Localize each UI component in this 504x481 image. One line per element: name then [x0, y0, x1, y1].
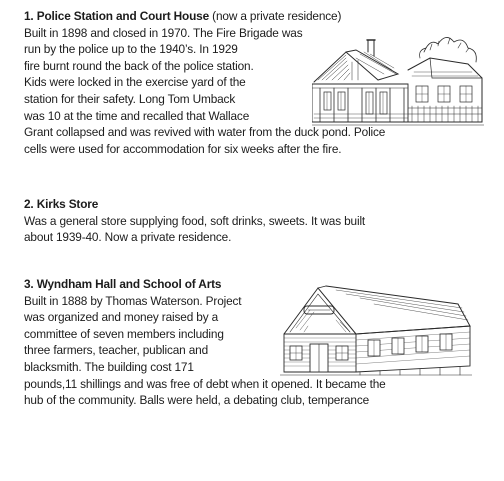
section-heading-note: (now a private residence): [209, 9, 342, 23]
paragraph-line: three farmers, teacher, publican and: [24, 343, 209, 358]
paragraph-line: about 1939-40. Now a private residence.: [24, 230, 232, 245]
section-heading: 3. Wyndham Hall and School of Arts: [24, 277, 222, 291]
paragraph-line: Built in 1898 and closed in 1970. The Fire Brigade was: [24, 25, 303, 40]
paragraph-line: was 10 at the time and recalled that Wallace: [24, 108, 250, 123]
paragraph-line: blacksmith. The building cost 171: [24, 359, 194, 374]
paragraph-line: hub of the community. Balls were held, a debating club, temperance: [24, 393, 370, 408]
paragraph-line: pounds,11 shillings and was free of debt when it opened. It became the: [24, 376, 386, 391]
section-heading: 1. Police Station and Court House: [24, 9, 210, 23]
wyndham-hall-sketch: [280, 276, 472, 376]
paragraph-line: committee of seven members including: [24, 326, 224, 341]
section-kirks-store: [24, 196, 484, 246]
paragraph-line: run by the police up to the 1940’s. In 1929: [24, 42, 238, 57]
paragraph-line: was organized and money raised by a: [24, 310, 219, 325]
paragraph-line: cells were used for accommodation for six weeks after the fire.: [24, 141, 342, 156]
section-heading: 2. Kirks Store: [24, 197, 99, 211]
paragraph-line: Was a general store supplying food, soft drinks, sweets. It was built: [24, 213, 366, 228]
police-station-sketch: [312, 22, 484, 128]
paragraph-line: Grant collapsed and was revived with water from the duck pond. Police: [24, 125, 386, 140]
paragraph-line: Built in 1888 by Thomas Waterson. Project: [24, 293, 242, 308]
paragraph-line: Kids were locked in the exercise yard of the: [24, 75, 246, 90]
paragraph-line: fire burnt round the back of the police station.: [24, 58, 254, 73]
paragraph-line: station for their safety. Long Tom Umback: [24, 91, 236, 106]
